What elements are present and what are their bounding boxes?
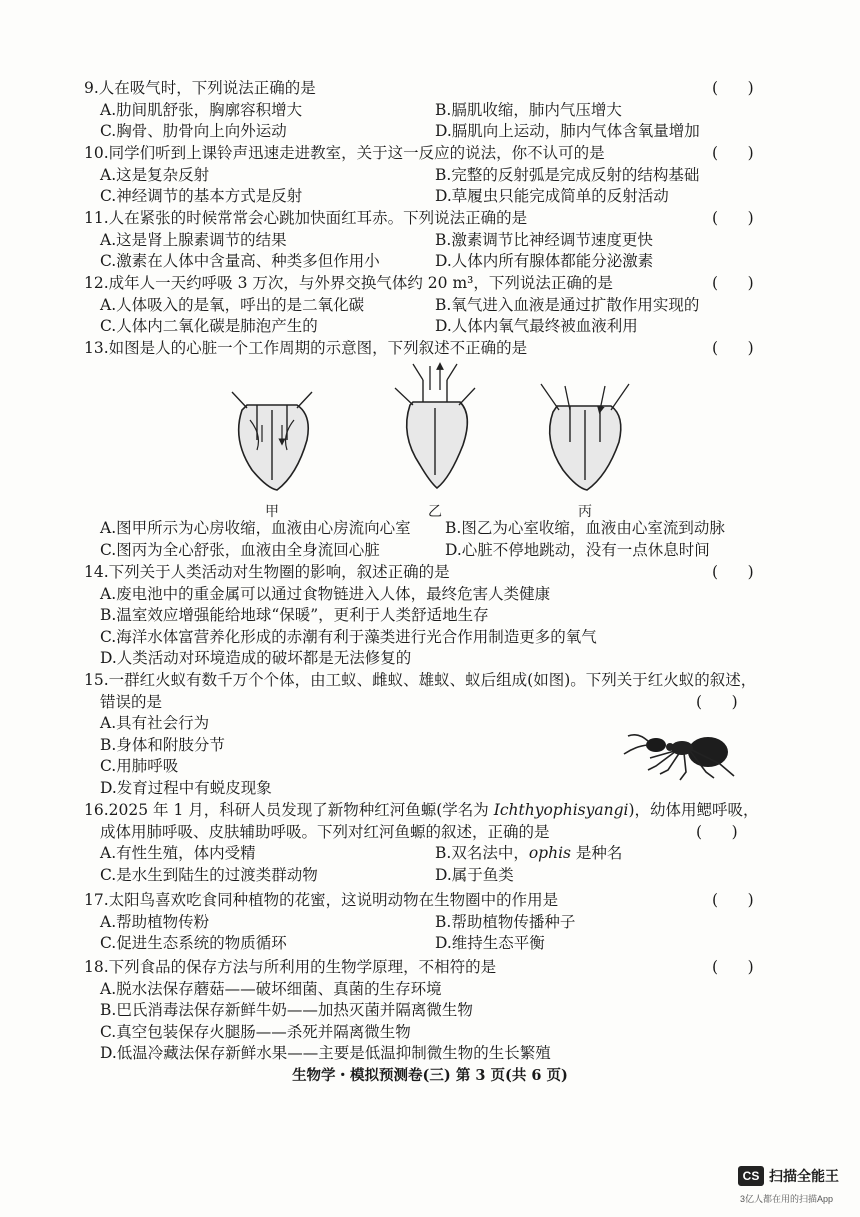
question-stem: 17.太阳鸟喜欢吃食同种植物的花蜜，这说明动物在生物圈中的作用是 [84,891,559,909]
option-a: A.图甲所示为心房收缩，血液由心房流向心室 [100,519,411,537]
option-d: D.低温冷藏法保存新鲜水果——主要是低温抑制微生物的生长繁殖 [100,1044,551,1063]
option-c: C.是水生到陆生的过渡类群动物 [100,865,318,884]
option-d: D.维持生态平衡 [435,934,545,953]
option-d: D.人体内氧气最终被血液利用 [435,317,638,336]
scanner-app-name: 扫描全能王 [769,1168,839,1184]
question-stem: 12.成年人一天约呼吸 3 万次，与外界交换气体约 20 m³，下列说法正确的是 [84,274,613,292]
question-stem-cont: 成体用肺呼吸、皮肤辅助呼吸。下列对红河鱼螈的叙述，正确的是 [100,822,550,841]
option-d: D.人类活动对环境造成的破坏都是无法修复的 [100,649,412,668]
figure-label-yi: 乙 [428,504,442,520]
answer-paren: ( ) [712,209,754,227]
question-13 [84,338,784,360]
page-footer: 生物学・模拟预测卷(三) 第 3 页(共 6 页) [292,1067,568,1084]
question-9 [84,78,784,143]
option-d: D.膈肌向上运动，肺内气体含氧量增加 [435,122,700,141]
option-d: D.发育过程中有蜕皮现象 [100,778,272,797]
option-c: C.胸骨、肋骨向上向外运动 [100,122,287,141]
option-b: B.完整的反射弧是完成反射的结构基础 [435,165,700,184]
option-b: B.温室效应增强能给地球“保暖”，更利于人类舒适地生存 [100,606,489,625]
option-c: C.人体内二氧化碳是肺泡产生的 [100,317,318,336]
question-11 [84,208,784,273]
option-a: A.废电池中的重金属可以通过食物链进入人体，最终危害人类健康 [100,584,551,603]
question-16 [84,800,784,886]
option-c: C.海洋水体富营养化形成的赤潮有利于藻类进行光合作用制造更多的氧气 [100,627,597,646]
option-a: A.具有社会行为 [100,714,210,733]
option-c: C.促进生态系统的物质循环 [100,934,287,953]
answer-paren: ( ) [696,822,738,841]
heart-diagram-icon [222,380,322,495]
option-d: D.心脏不停地跳动，没有一点休息时间 [445,540,710,559]
figure-label-jia: 甲 [265,504,279,520]
answer-paren: ( ) [712,79,754,97]
option-a: A.这是复杂反射 [100,165,210,184]
question-stem-tail: )，幼体用鳃呼吸， [628,801,759,819]
option-c: C.图丙为全心舒张，血液由全身流回心脏 [100,540,380,559]
question-17 [84,890,784,955]
question-14 [84,562,784,670]
scanner-tagline: 3亿人都在用的扫描App [740,1194,834,1204]
option-a: A.人体吸入的是氧，呼出的是二氧化碳 [100,295,365,314]
option-a: A.脱水法保存蘑菇——破坏细菌、真菌的生存环境 [100,979,442,998]
ant-photo-icon [610,714,750,784]
option-c: C.激素在人体中含量高、种类多但作用小 [100,252,380,271]
answer-paren: ( ) [696,692,738,711]
option-a: A.肋间肌舒张，胸廓容积增大 [100,100,303,119]
option-b: B.激素调节比神经调节速度更快 [435,230,653,249]
answer-paren: ( ) [712,891,754,909]
option-c: C.神经调节的基本方式是反射 [100,187,303,206]
question-18 [84,957,784,1065]
question-stem: 18.下列食品的保存方法与所利用的生物学原理，不相符的是 [84,958,497,976]
cs-logo-icon: CS [738,1166,764,1186]
option-b: B.图乙为心室收缩，血液由心室流到动脉 [445,519,725,537]
question-stem: 13.如图是人的心脏一个工作周期的示意图，下列叙述不正确的是 [84,339,528,357]
heart-diagram-icon [385,360,485,495]
answer-paren: ( ) [712,563,754,581]
option-b: B.双名法中，ophis 是种名 [435,844,623,863]
option-c: C.真空包装保存火腿肠——杀死并隔离微生物 [100,1022,411,1041]
scanner-watermark [738,1166,839,1186]
option-d: D.草履虫只能完成简单的反射活动 [435,187,669,206]
question-13-options [84,518,784,561]
latin-name: Ichthyophisyangi [493,801,629,819]
question-stem: 15.一群红火蚁有数千万个个体，由工蚁、雌蚁、雄蚁、蚁后组成(如图)。下列关于红火蚁的叙述， [84,671,757,689]
option-c: C.用肺呼吸 [100,757,179,776]
answer-paren: ( ) [712,144,754,162]
figure-label-bing: 丙 [578,504,592,520]
option-a: A.有性生殖，体内受精 [100,844,256,863]
option-d: D.属于鱼类 [435,865,514,884]
heart-figure-bing [535,380,635,521]
option-b: B.帮助植物传播种子 [435,912,576,931]
option-b: B.巴氏消毒法保存新鲜牛奶——加热灭菌并隔离微生物 [100,1001,473,1020]
answer-paren: ( ) [712,274,754,292]
heart-figure-yi [385,360,485,521]
question-stem-cont: 错误的是 [100,692,163,711]
option-b: B.氧气进入血液是通过扩散作用实现的 [435,295,700,314]
question-10 [84,143,784,208]
option-b: B.膈肌收缩，肺内气压增大 [435,100,622,119]
heart-diagram-icon [535,380,635,495]
answer-paren: ( ) [712,339,754,357]
question-stem: 11.人在紧张的时候常常会心跳加快面红耳赤。下列说法正确的是 [84,209,528,227]
option-a: A.这是肾上腺素调节的结果 [100,230,287,249]
question-stem: 16.2025 年 1 月，科研人员发现了新物种红河鱼螈(学名为 [84,801,494,819]
heart-figure-jia [222,380,322,521]
question-12 [84,273,784,338]
option-b: B.身体和附肢分节 [100,735,225,754]
question-stem: 10.同学们听到上课铃声迅速走进教室，关于这一反应的说法，你不认可的是 [84,144,605,162]
option-a: A.帮助植物传粉 [100,912,210,931]
answer-paren: ( ) [712,958,754,976]
question-stem: 14.下列关于人类活动对生物圈的影响，叙述正确的是 [84,563,450,581]
question-stem: 9.人在吸气时，下列说法正确的是 [84,79,316,97]
option-d: D.人体内所有腺体都能分泌激素 [435,252,654,271]
